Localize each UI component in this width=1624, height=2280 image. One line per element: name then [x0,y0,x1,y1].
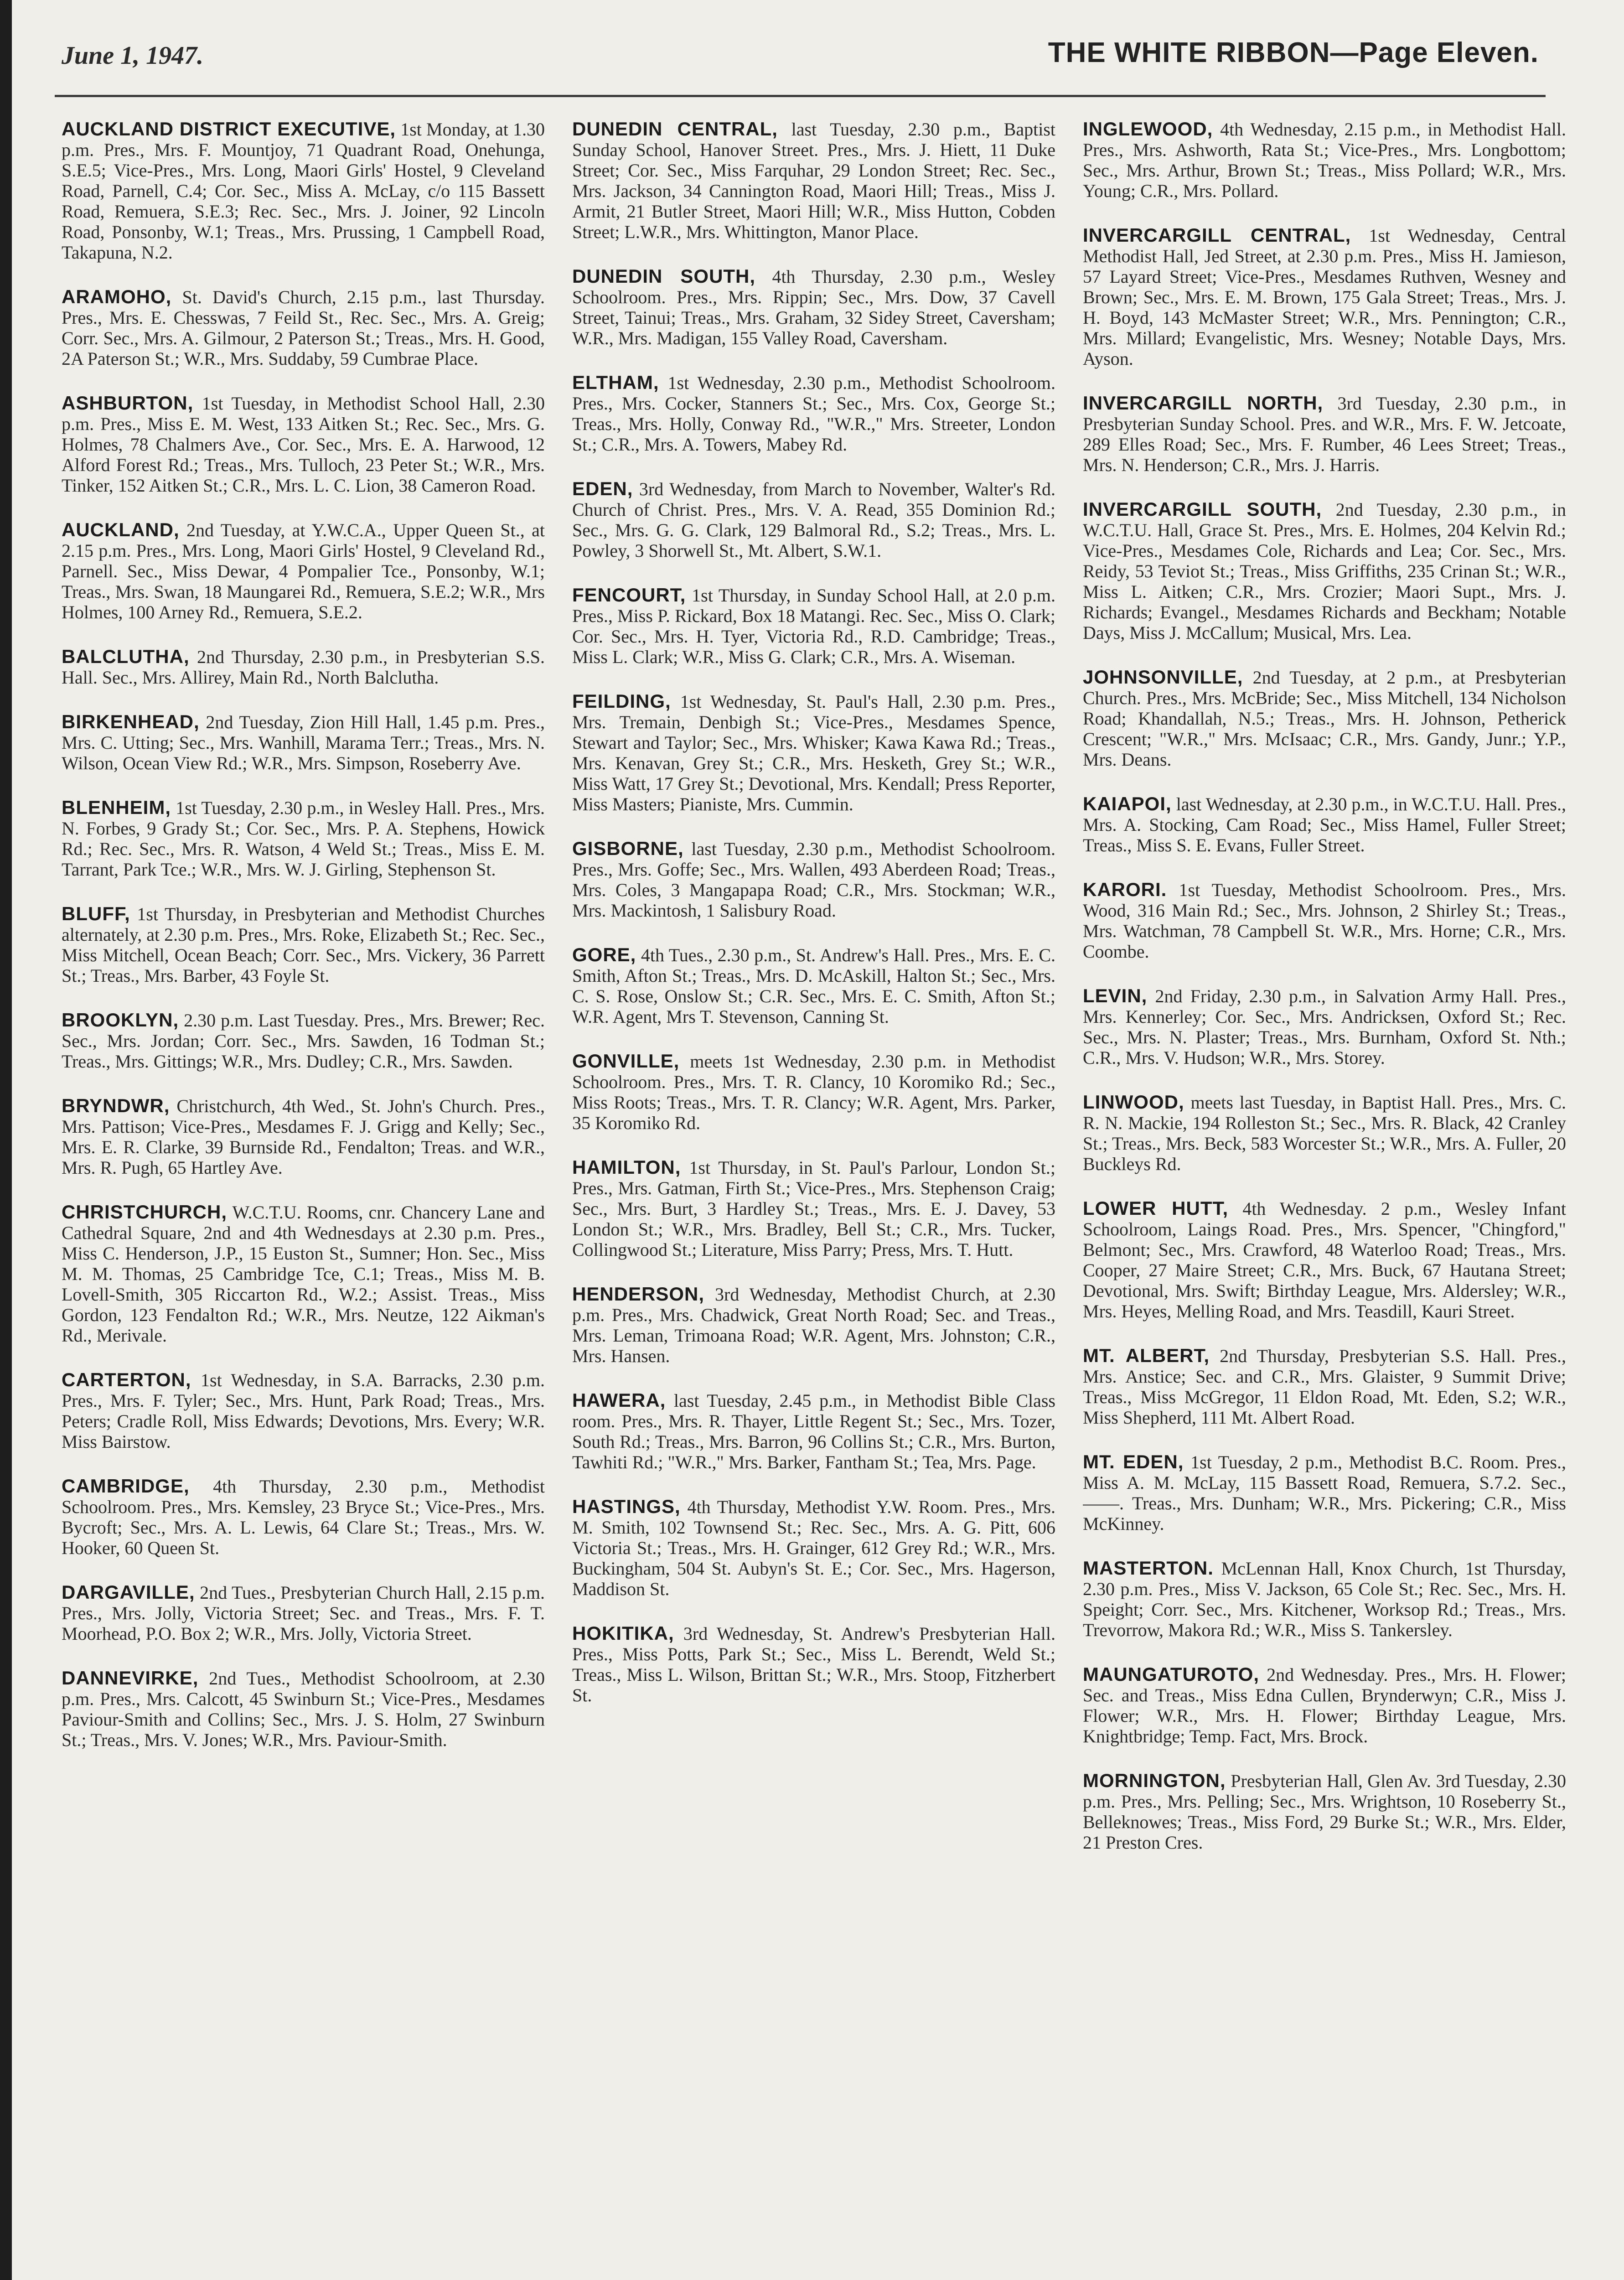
branch-details: last Tuesday, 2.30 p.m., Methodist Schoolroom. Pres., Mrs. Goffe; Sec., Mrs. Wallen, 493 Aberdeen Road; Treas., Mrs. Coles, 3 Mangapapa Road; C.R., Mrs. Stockman; W.R., Mrs. Mackintosh, 1 Salisbury Road. [572,839,1055,921]
branch-details: 2nd Thursday, Presbyterian S.S. Hall. Pres., Mrs. Anstice; Sec. and C.R., Mrs. Glaister, 9 Summit Drive; Treas., Miss McGregor, 11 Eldon Road, Mt. Eden, S.2; W.R., Miss Shepherd, 111 Mt. Albert Road. [1083,1346,1566,1428]
branch-entry [572,266,1055,348]
branch-details: 1st Thursday, in Presbyterian and Methodist Churches alternately, at 2.30 p.m. Pres., Mrs. Roke, Elizabeth St.; Rec. Sec., Miss Mitchell, Ocean Beach; Corr. Sec., Mrs. Vickery, 36 Parrett St.; Treas., Mrs. Barber, 43 Foyle St. [62,904,545,986]
branch-details: meets 1st Wednesday, 2.30 p.m. in Methodist Schoolroom. Pres., Mrs. T. R. Clancy, 10 Koromiko Rd.; Sec., Miss Roots; Treas., Mrs. T. R. Clancy; W.R. Agent, Mrs. Parker, 35 Koromiko Rd. [572,1051,1055,1133]
branch-entry [572,1051,1055,1133]
branch-name: BLENHEIM, [62,797,171,818]
issue-date: June 1, 1947. [62,41,204,70]
branch-details: 1st Wednesday, St. Paul's Hall, 2.30 p.m. Pres., Mrs. Tremain, Denbigh St.; Vice-Pres., Mesdames Spence, Stewart and Taylor; Sec., Mrs. Whisker; Kawa Kawa Rd.; Treas., Mrs. Kenavan, Grey St.; C.R., Mrs. Hesketh, Grey St.; W.R., Miss Watt, 17 Grey St.; Devotional, Mrs. Kendall; Press Reporter, Miss Masters; Pianiste, Mrs. Cummin. [572,691,1055,814]
branch-details: 4th Wednesday, 2.15 p.m., in Methodist Hall. Pres., Mrs. Ashworth, Rata St.; Vice-Pres., Mrs. Longbottom; Sec., Mrs. Arthur, Brown St.; Treas., Miss Pollard; W.R., Mrs. Young; C.R., Mrs. Pollard. [1083,119,1566,201]
branch-entry [1083,1558,1566,1640]
branch-details: Christchurch, 4th Wed., St. John's Church. Pres., Mrs. Pattison; Vice-Pres., Mesdames F. J. Grigg and Kelly; Sec., Mrs. E. R. Clarke, 39 Burnside Rd., Fendalton; Treas. and W.R., Mrs. R. Pugh, 65 Hartley Ave. [62,1096,545,1178]
branch-details: McLennan Hall, Knox Church, 1st Thursday, 2.30 p.m. Pres., Miss V. Jackson, 65 Cole St.; Rec. Sec., Mrs. H. Speight; Corr. Sec., Mrs. Kitchener, Worksop Rd.; Treas., Mrs. Trevorrow, Makora Rd.; W.R., Miss S. Tankersley. [1083,1558,1566,1640]
branch-directory [62,119,1566,2280]
branch-details: St. David's Church, 2.15 p.m., last Thursday. Pres., Mrs. E. Chesswas, 7 Feild St., Rec. Sec., Mrs. A. Greig; Corr. Sec., Mrs. A. Gilmour, 2 Paterson St.; Treas., Mrs. H. Good, 2A Paterson St.; W.R., Mrs. Suddaby, 59 Cumbrae Place. [62,287,545,369]
branch-details: 4th Tues., 2.30 p.m., St. Andrew's Hall. Pres., Mrs. E. C. Smith, Afton St.; Treas., Mrs. D. McAskill, Halton St.; Sec., Mrs. C. S. Rose, Onslow St.; C.R. Sec., Mrs. E. C. Smith, Afton St.; W.R. Agent, Mrs T. Stevenson, Canning St. [572,945,1055,1027]
column-3 [1083,119,1566,2280]
branch-details: 1st Tuesday, 2 p.m., Methodist B.C. Room. Pres., Miss A. M. McLay, 115 Bassett Road, Remuera, S.7.2. Sec., ——. Treas., Mrs. Dunham; W.R., Mrs. Pickering; C.R., Miss McKinney. [1083,1452,1566,1534]
branch-name: MORNINGTON, [1083,1770,1226,1791]
branch-entry [1083,879,1566,962]
branch-entry [1083,1451,1566,1534]
branch-entry [62,119,545,263]
branch-entry [1083,1198,1566,1321]
branch-name: BIRKENHEAD, [62,711,200,732]
branch-entry [572,1496,1055,1599]
branch-name: MT. EDEN, [1083,1451,1184,1472]
branch-details: 2nd Wednesday. Pres., Mrs. H. Flower; Sec. and Treas., Miss Edna Cullen, Brynderwyn; C.R., Miss J. Flower; W.R., Mrs. H. Flower; Birthday League, Mrs. Knightbridge; Temp. Fact, Mrs. Brock. [1083,1664,1566,1746]
branch-details: 4th Thursday, 2.30 p.m., Wesley Schoolroom. Pres., Mrs. Rippin; Sec., Mrs. Dow, 37 Cavell Street, Tainui; Treas., Mrs. Graham, 32 Sidey Street, Caversham; W.R., Mrs. Madigan, 155 Valley Road, Caversham. [572,266,1055,348]
running-title: THE WHITE RIBBON—Page Eleven. [1048,37,1539,68]
branch-details: 1st Thursday, in Sunday School Hall, at 2.0 p.m. Pres., Miss P. Rickard, Box 18 Matangi. Rec. Sec., Miss O. Clark; Cor. Sec., Mrs. H. Tyer, Victoria Rd., R.D. Cambridge; Treas., Miss L. Clark; W.R., Miss G. Clark; C.R., Mrs. A. Wiseman. [572,585,1055,667]
branch-name: CHRISTCHURCH, [62,1201,227,1223]
branch-name: HAMILTON, [572,1156,681,1178]
scan-edge [0,0,12,2280]
branch-entry [572,478,1055,561]
branch-details: 1st Tuesday, Methodist Schoolroom. Pres., Mrs. Wood, 316 Main Rd.; Sec., Mrs. Johnson, 2 Shirley St.; Treas., Mrs. Watchman, 78 Campbell St. W.R., Mrs. Horne; C.R., Mrs. Coombe. [1083,880,1566,962]
branch-entry [1083,393,1566,475]
branch-details: 2nd Tuesday, 2.30 p.m., in W.C.T.U. Hall, Grace St. Pres., Mrs. E. Holmes, 204 Kelvin Rd.; Vice-Pres., Mesdames Cole, Richards and Lea; Cor. Sec., Mrs. Reidy, 53 Teviot St.; Treas., Miss Griffiths, 235 Crinan St.; W.R., Miss L. Aitken; C.R., Mrs. Crozier; Maori Supt., Mrs. J. Richards; Evangel., Mesdames Richards and Beckham; Notable Days, Miss J. McCallum; Musical, Mrs. Lea. [1083,499,1566,643]
branch-entry [572,838,1055,921]
branch-entry [1083,1345,1566,1428]
branch-details: 2nd Tues., Presbyterian Church Hall, 2.15 p.m. Pres., Mrs. Jolly, Victoria Street; Sec. and Treas., Mrs. F. T. Moorhead, P.O. Box 2; W.R., Mrs. Jolly, Victoria Street. [62,1582,545,1644]
branch-name: LOWER HUTT, [1083,1197,1229,1219]
branch-name: INVERCARGILL NORTH, [1083,392,1324,414]
branch-entry [62,711,545,773]
branch-details: 3rd Wednesday, St. Andrew's Presbyterian Hall. Pres., Miss Potts, Park St.; Sec., Miss L. Berendt, Weld St.; Treas., Miss L. Wilson, Brittan St.; W.R., Mrs. Stoop, Fitzherbert St. [572,1623,1055,1705]
branch-name: FEILDING, [572,690,671,712]
branch-name: ASHBURTON, [62,392,194,414]
branch-details: 2nd Friday, 2.30 p.m., in Salvation Army Hall. Pres., Mrs. Kennerley; Cor. Sec., Mrs. Andricksen, Oxford St.; Rec. Sec., Mrs. N. Plaster; Treas., Mrs. Burnham, Oxford St. Nth.; C.R., Mrs. V. Hudson; W.R., Mrs. Storey. [1083,986,1566,1068]
branch-entry [62,646,545,688]
branch-entry [572,1390,1055,1472]
branch-entry [572,119,1055,242]
branch-entry [62,1369,545,1452]
branch-name: DANNEVIRKE, [62,1667,199,1689]
branch-details: 4th Wednesday. 2 p.m., Wesley Infant Schoolroom, Laings Road. Pres., Mrs. Spencer, "Chingford," Belmont; Sec., Mrs. Crawford, 48 Waterloo Road; Treas., Mrs. Cooper, 27 Maire Street; C.R., Mrs. Buck, 67 Hautana Street; Devotional, Mrs. Swift; Birthday League, Mrs. Aldersley; W.R., Mrs. Heyes, Melling Road, and Mrs. Teasdill, Kauri Street. [1083,1198,1566,1321]
branch-entry [572,1623,1055,1705]
branch-name: HASTINGS, [572,1496,681,1517]
branch-details: 2nd Thursday, 2.30 p.m., in Presbyterian S.S. Hall. Sec., Mrs. Allirey, Main Rd., North Balclutha. [62,647,545,688]
branch-details: 4th Thursday, Methodist Y.W. Room. Pres., Mrs. M. Smith, 102 Townsend St.; Rec. Sec., Mrs. A. G. Pitt, 606 Victoria St.; Treas., Mrs. H. Grainger, 612 Grey Rd.; W.R., Mrs. Buckingham, 504 St. Aubyn's St. E.; Cor. Sec., Mrs. Hagerson, Maddison St. [572,1497,1055,1599]
branch-name: HOKITIKA, [572,1622,674,1644]
branch-details: 2nd Tues., Methodist Schoolroom, at 2.30 p.m. Pres., Mrs. Calcott, 45 Swinburn St.; Vice-Pres., Mesdames Paviour-Smith and Collins; Sec., Mrs. J. S. Holm, 27 Swinburn St.; Treas., Mrs. V. Jones; W.R., Mrs. Paviour-Smith. [62,1668,545,1750]
branch-name: CAMBRIDGE, [62,1475,190,1497]
branch-name: INGLEWOOD, [1083,119,1213,140]
branch-details: 1st Tuesday, 2.30 p.m., in Wesley Hall. Pres., Mrs. N. Forbes, 9 Grady St.; Cor. Sec., Mrs. P. A. Stephens, Howick Rd.; Rec. Sec., Mrs. R. Watson, 4 Weld St.; Treas., Miss E. M. Tarrant, Park Tce.; W.R., Mrs. W. J. Girling, Stephenson St. [62,798,545,880]
branch-entry [1083,225,1566,369]
branch-name: DUNEDIN CENTRAL, [572,119,778,140]
branch-entry [1083,667,1566,770]
branch-entry [62,797,545,880]
branch-name: BROOKLYN, [62,1009,179,1031]
branch-name: GORE, [572,944,636,965]
column-1 [62,119,545,2280]
branch-entry [1083,119,1566,201]
branch-name: FENCOURT, [572,584,686,606]
branch-entry [62,903,545,986]
branch-name: AUCKLAND, [62,519,180,540]
branch-name: AUCKLAND DISTRICT EXECUTIVE, [62,119,396,140]
branch-entry [1083,1664,1566,1746]
branch-name: CARTERTON, [62,1369,191,1390]
branch-entry [572,1157,1055,1260]
branch-name: MT. ALBERT, [1083,1345,1210,1366]
branch-details: 1st Thursday, in St. Paul's Parlour, London St.; Pres., Mrs. Gatman, Firth St.; Vice-Pres., Mrs. Stephenson Craig; Sec., Mrs. Burt, 3 Hardley St.; Treas., Mrs. E. J. Davey, 53 London St.; W.R., Mrs. Bradley, Bell St.; C.R., Mrs. Tucker, Collingwood St.; Literature, Miss Parry; Press, Mrs. T. Hutt. [572,1157,1055,1260]
branch-name: BALCLUTHA, [62,646,190,667]
branch-entry [1083,985,1566,1068]
branch-name: GISBORNE, [572,838,684,859]
branch-details: meets last Tuesday, in Baptist Hall. Pres., Mrs. C. R. N. Mackie, 194 Rolleston St.; Sec., Mrs. R. Black, 42 Cranley St.; Treas., Mrs. Beck, 583 Worcester St.; W.R., Mrs. A. Fuller, 20 Buckleys Rd. [1083,1092,1566,1174]
branch-name: EDEN, [572,478,633,499]
branch-details: W.C.T.U. Rooms, cnr. Chancery Lane and Cathedral Square, 2nd and 4th Wednesdays at 2.30 p.m. Pres., Miss C. Henderson, J.P., 15 Euston St., Sumner; Hon. Sec., Miss M. M. Thomas, 25 Cambridge Tce, C.1; Treas., Miss M. B. Lovell-Smith, 305 Riccarton Rd., W.2.; Assist. Treas., Miss Gordon, 123 Fendalton Rd.; W.R., Mrs. Neutze, 122 Aikman's Rd., Merivale. [62,1202,545,1346]
branch-entry [62,1095,545,1178]
branch-name: KAIAPOI, [1083,793,1172,814]
branch-entry [1083,499,1566,643]
branch-name: GONVILLE, [572,1050,680,1072]
branch-name: MASTERTON. [1083,1557,1214,1579]
branch-details: 4th Thursday, 2.30 p.m., Methodist Schoolroom. Pres., Mrs. Kemsley, 23 Bryce St.; Vice-Pres., Mrs. Bycroft; Sec., Mrs. A. L. Lewis, 64 Clare St.; Treas., Mrs. W. Hooker, 60 Queen St. [62,1476,545,1558]
branch-entry [572,691,1055,814]
branch-name: HENDERSON, [572,1283,705,1305]
branch-name: DUNEDIN SOUTH, [572,265,756,287]
branch-entry [62,1668,545,1750]
branch-details: 3rd Tuesday, 2.30 p.m., in Presbyterian Sunday School. Pres. and W.R., Mrs. F. W. Jetcoate, 289 Elles Road; Sec., Mrs. F. Rumber, 46 Lees Street; Treas., Mrs. N. Henderson; C.R., Mrs. J. Harris. [1083,393,1566,475]
branch-details: Presbyterian Hall, Glen Av. 3rd Tuesday, 2.30 p.m. Pres., Mrs. Pelling; Sec., Mrs. Wrightson, 10 Roseberry St., Belleknowes; Treas., Miss Ford, 29 Burke St.; W.R., Mrs. Elder, 21 Preston Cres. [1083,1771,1566,1853]
branch-details: 1st Wednesday, 2.30 p.m., Methodist Schoolroom. Pres., Mrs. Cocker, Stanners St.; Sec., Mrs. Cox, George St.; Treas., Mrs. Holly, Conway Rd., "W.R.," Mrs. Streeter, London St.; C.R., Mrs. A. Towers, Mabey Rd. [572,373,1055,455]
branch-name: JOHNSONVILLE, [1083,666,1243,688]
branch-details: 1st Tuesday, in Methodist School Hall, 2.30 p.m. Pres., Miss E. M. West, 133 Aitken St.; Rec. Sec., Mrs. G. Holmes, 78 Chalmers Ave., Cor. Sec., Mrs. E. A. Harwood, 12 Alford Forest Rd.; Treas., Mrs. Tulloch, 23 Peter St.; W.R., Mrs. Tinker, 152 Aitken St.; C.R., Mrs. L. C. Lion, 38 Cameron Road. [62,393,545,496]
branch-details: 2nd Tuesday, at Y.W.C.A., Upper Queen St., at 2.15 p.m. Pres., Mrs. Long, Maori Girls' Hostel, 9 Cleveland Rd., Parnell. Sec., Miss Dewar, 4 Pompalier Tce., Ponsonby, W.1; Treas., Mrs. Swan, 18 Maungarei Rd., Remuera, S.E.2; W.R., Mrs Holmes, 100 Arney Rd., Remuera, S.E.2. [62,520,545,622]
branch-details: last Tuesday, 2.30 p.m., Baptist Sunday School, Hanover Street. Pres., Mrs. J. Hiett, 11 Duke Street; Cor. Sec., Miss Farquhar, 29 London Street; Rec. Sec., Mrs. Jackson, 34 Cannington Road, Maori Hill; Treas., Miss J. Armit, 21 Butler Street, Maori Hill; W.R., Miss Hutton, Cobden Street; L.W.R., Mrs. Whittington, Manor Place. [572,119,1055,242]
branch-entry [1083,793,1566,855]
branch-entry [62,1476,545,1558]
branch-details: 2nd Tuesday, at 2 p.m., at Presbyterian Church. Pres., Mrs. McBride; Sec., Miss Mitchell, 134 Nicholson Road; Khandallah, N.5.; Treas., Mrs. H. Johnson, Petherick Crescent; "W.R.," Mrs. McIsaac; C.R., Mrs. Gandy, Junr.; Y.P., Mrs. Deans. [1083,667,1566,770]
branch-entry [62,1010,545,1072]
branch-name: LEVIN, [1083,985,1148,1006]
branch-details: 3rd Wednesday, from March to November, Walter's Rd. Church of Christ. Pres., Mrs. V. A. Read, 355 Dominion Rd.; Sec., Mrs. G. G. Clark, 129 Balmoral Rd., S.2; Treas., Mrs. L. Powley, 3 Shorwell St., Mt. Albert, S.W.1. [572,479,1055,561]
branch-entry [1083,1092,1566,1174]
branch-entry [62,519,545,622]
branch-entry [572,585,1055,667]
branch-name: DARGAVILLE, [62,1581,195,1603]
branch-details: last Wednesday, at 2.30 p.m., in W.C.T.U. Hall. Pres., Mrs. A. Stocking, Cam Road; Sec., Miss Hamel, Fuller Street; Treas., Miss S. E. Evans, Fuller Street. [1083,794,1566,855]
branch-name: ELTHAM, [572,372,659,393]
branch-entry [572,372,1055,455]
branch-entry [572,944,1055,1027]
branch-details: 1st Monday, at 1.30 p.m. Pres., Mrs. F. Mountjoy, 71 Quadrant Road, Onehunga, S.E.5; Vice-Pres., Mrs. Long, Maori Girls' Hostel, 9 Cleveland Road, Parnell, C.4; Cor. Sec., Miss A. McLay, c/o 115 Bassett Road, Remuera, S.E.3; Rec. Sec., Mrs. J. Joiner, 92 Lincoln Road, Ponsonby, W.1; Treas., Mrs. Prussing, 1 Campbell Road, Takapuna, N.2. [62,119,545,263]
branch-details: last Tuesday, 2.45 p.m., in Methodist Bible Class room. Pres., Mrs. R. Thayer, Little Regent St.; Sec., Mrs. Tozer, South Rd.; Treas., Mrs. Barron, 96 Collins St.; C.R., Mrs. Burton, Tawhiti Rd.; "W.R.," Mrs. Barker, Fantham St.; Tea, Mrs. Page. [572,1390,1055,1472]
column-2 [572,119,1055,2280]
branch-name: BRYNDWR, [62,1095,170,1116]
branch-name: KARORI. [1083,879,1167,900]
branch-entry [62,286,545,369]
branch-details: 2.30 p.m. Last Tuesday. Pres., Mrs. Brewer; Rec. Sec., Mrs. Jordan; Corr. Sec., Mrs. Sawden, 16 Todman St.; Treas., Mrs. Gittings; W.R., Mrs. Dudley; C.R., Mrs. Sawden. [62,1010,545,1072]
branch-entry [1083,1770,1566,1853]
branch-name: INVERCARGILL CENTRAL, [1083,224,1351,246]
branch-name: ARAMOHO, [62,286,172,307]
branch-details: 1st Wednesday, Central Methodist Hall, Jed Street, at 2.30 p.m. Pres., Miss H. Jamieson, 57 Layard Street; Vice-Pres., Mesdames Ruthven, Wesney and Brown; Sec., Mrs. E. M. Brown, 175 Gala Street; Treas., Mrs. J. H. Boyd, 143 McMaster Street; W.R., Mrs. Pennington; C.R., Mrs. Millard; Evangelistic, Mrs. Wesney; Notable Days, Mrs. Ayson. [1083,225,1566,369]
branch-details: 3rd Wednesday, Methodist Church, at 2.30 p.m. Pres., Mrs. Chadwick, Great North Road; Sec. and Treas., Mrs. Leman, Trimoana Road; W.R. Agent, Mrs. Johnston; C.R., Mrs. Hansen. [572,1284,1055,1366]
branch-details: 1st Wednesday, in S.A. Barracks, 2.30 p.m. Pres., Mrs. F. Tyler; Sec., Mrs. Hunt, Park Road; Treas., Mrs. Peters; Cradle Roll, Miss Edwards; Devotions, Mrs. Every; W.R. Miss Bairstow. [62,1370,545,1452]
branch-name: BLUFF, [62,903,130,924]
header-rule [55,95,1546,97]
branch-entry [62,393,545,496]
branch-details: 2nd Tuesday, Zion Hill Hall, 1.45 p.m. Pres., Mrs. C. Utting; Sec., Mrs. Wanhill, Marama Terr.; Treas., Mrs. N. Wilson, Ocean View Rd.; W.R., Mrs. Simpson, Roseberry Ave. [62,712,545,773]
branch-name: INVERCARGILL SOUTH, [1083,498,1322,520]
branch-entry [62,1202,545,1346]
page-header [62,25,1539,80]
branch-entry [572,1284,1055,1366]
branch-name: LINWOOD, [1083,1091,1184,1113]
branch-name: MAUNGATUROTO, [1083,1663,1260,1685]
branch-name: HAWERA, [572,1389,666,1411]
branch-entry [62,1582,545,1644]
